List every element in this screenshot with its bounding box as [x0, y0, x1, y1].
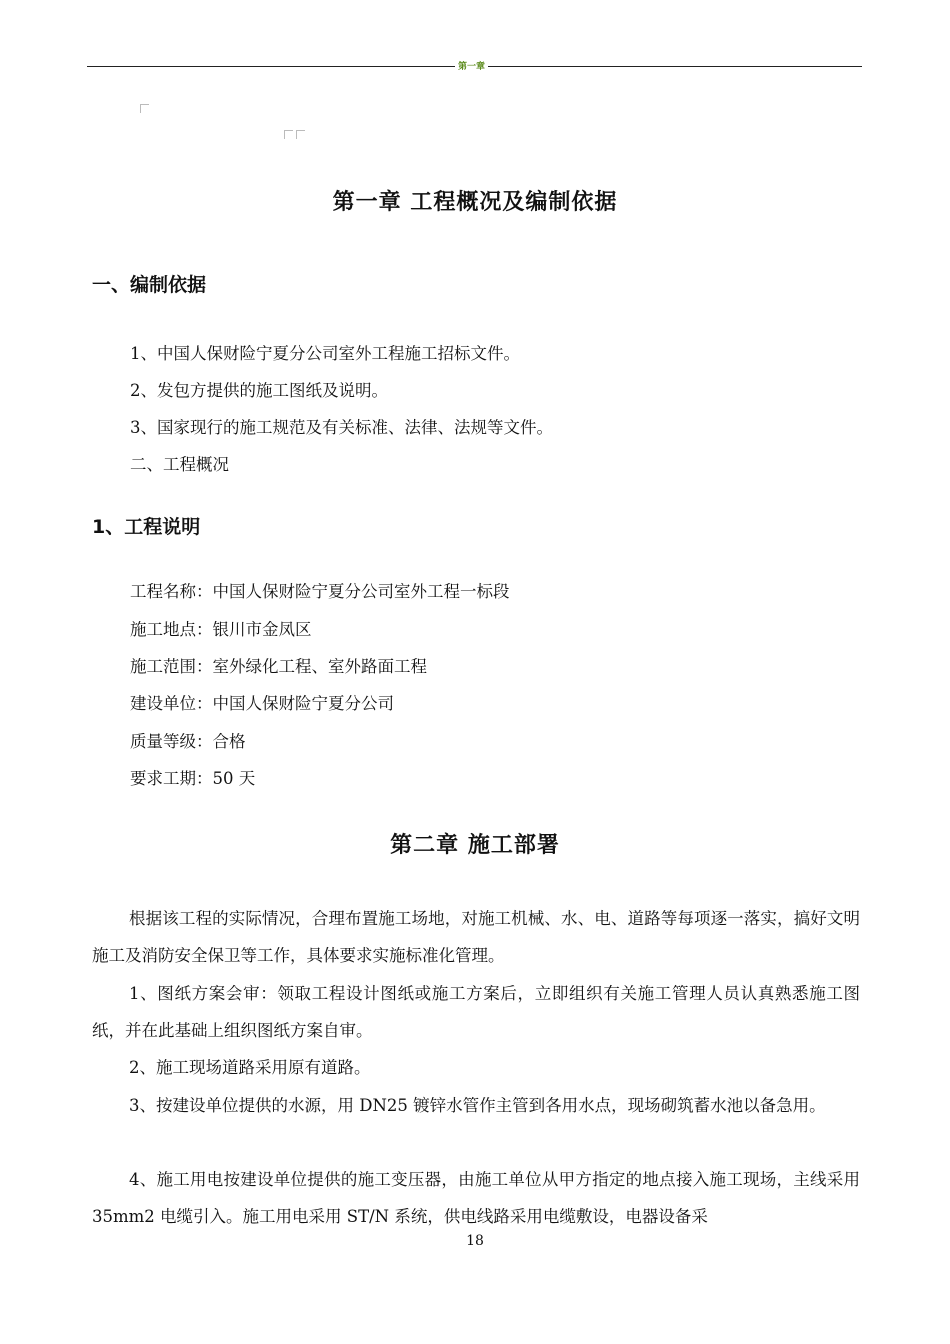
subsection-overview: 二、工程概况 [130, 455, 229, 474]
basis-item: 3、国家现行的施工规范及有关标准、法律、法规等文件。 [130, 418, 553, 437]
project-field-owner: 建设单位：中国人保财险宁夏分公司 [130, 694, 394, 713]
running-header: 第一章 [455, 59, 488, 72]
page-number: 18 [466, 1233, 484, 1249]
crop-mark [284, 130, 293, 139]
basis-item: 1、中国人保财险宁夏分公司室外工程施工招标文件。 [130, 344, 520, 363]
section-heading-project: 1、工程说明 [92, 516, 201, 538]
body-paragraph: 3、按建设单位提供的水源，用 DN25 镀锌水管作主管到各用水点，现场砌筑蓄水池以备急用。 [129, 1096, 826, 1115]
body-paragraph: 根据该工程的实际情况，合理布置施工场地，对施工机械、水、电、道路等每项逐一落实，搞好文明施工及消防安全保卫等工作，具体要求实施标准化管理。 [92, 909, 860, 965]
crop-mark [296, 130, 305, 139]
project-field-location: 施工地点：银川市金凤区 [130, 620, 312, 639]
body-paragraph: 4、施工用电按建设单位提供的施工变压器，由施工单位从甲方指定的地点接入施工现场，主线采用 35mm2 电缆引入。施工用电采用 ST/N 系统，供电线路采用电缆敷设，电器设备采 [92, 1170, 860, 1226]
project-field-scope: 施工范围：室外绿化工程、室外路面工程 [130, 657, 427, 676]
body-paragraph: 2、施工现场道路采用原有道路。 [129, 1058, 371, 1077]
project-field-duration: 要求工期：50 天 [130, 769, 256, 788]
project-field-quality: 质量等级：合格 [130, 732, 246, 751]
body-paragraph: 1、图纸方案会审：领取工程设计图纸或施工方案后，立即组织有关施工管理人员认真熟悉施工图纸，并在此基础上组织图纸方案自审。 [92, 984, 860, 1040]
basis-item: 2、发包方提供的施工图纸及说明。 [130, 381, 388, 400]
crop-mark [140, 104, 149, 113]
section-heading-basis: 一、编制依据 [92, 274, 207, 296]
chapter-1-title: 第一章 工程概况及编制依据 [332, 190, 618, 215]
chapter-2-title: 第二章 施工部署 [390, 833, 560, 858]
project-field-name: 工程名称：中国人保财险宁夏分公司室外工程一标段 [130, 582, 510, 601]
